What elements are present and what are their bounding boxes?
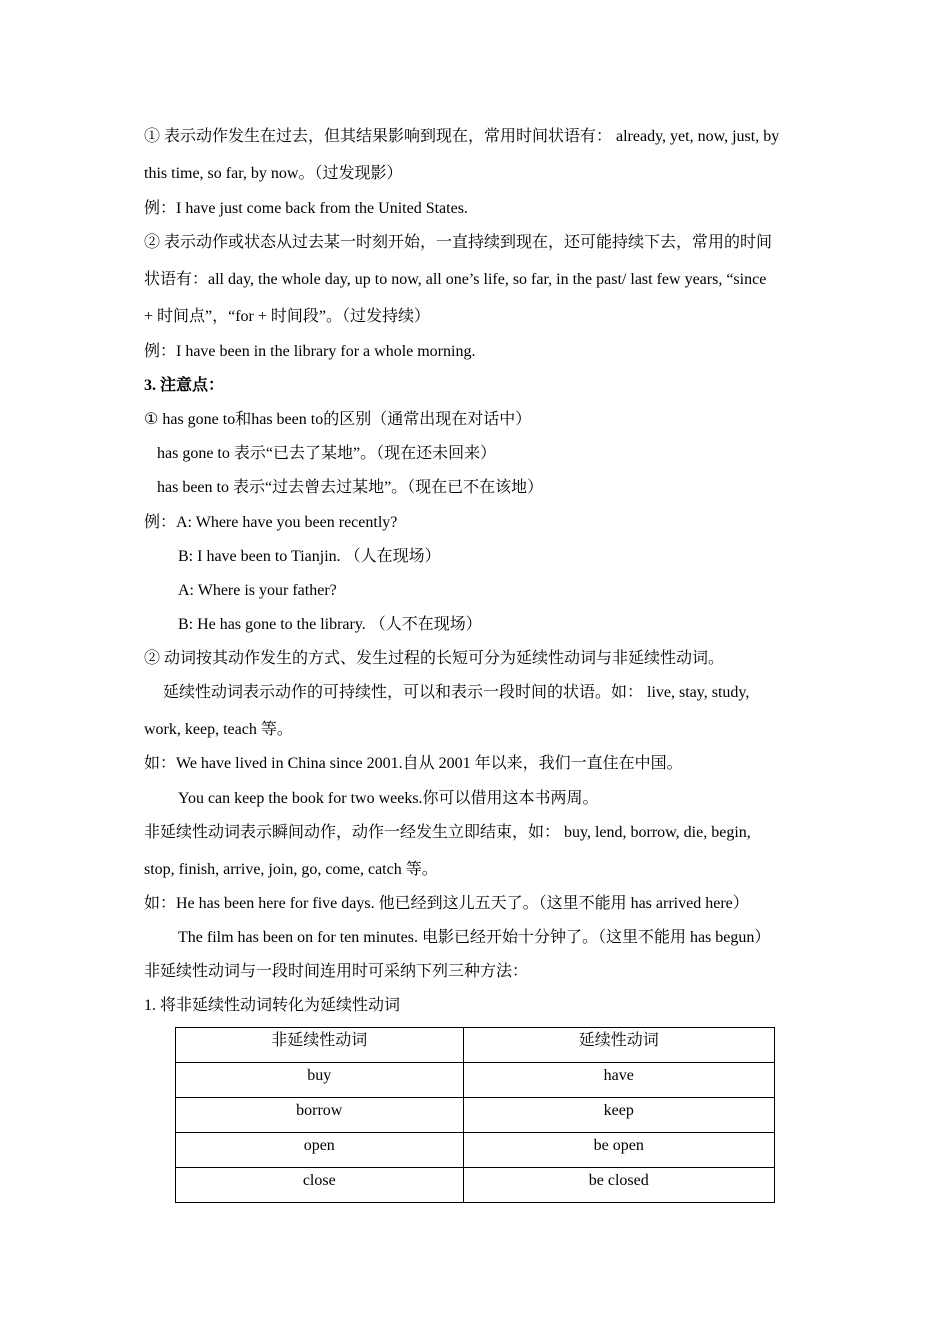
example-3: 如：We have lived in China since 2001.自从 2001 年以来，我们一直住在中国。 [144, 755, 683, 772]
method-1-title: 1. 将非延续性动词转化为延续性动词 [144, 997, 401, 1014]
noncontinuous-verbs-paragraph-cont: stop, finish, arrive, join, go, come, catch 等。 [144, 861, 438, 878]
paragraph-usage-2-cont2: + 时间点”，“for + 时间段”。（过发持续） [144, 308, 431, 325]
example-6: The film has been on for ten minutes. 电影已经开始十分钟了。（这里不能用 has begun） [178, 929, 771, 946]
paragraph-usage-2: ② 表示动作或状态从过去某一时刻开始，一直持续到现在，还可能持续下去，常用的时间 [144, 234, 773, 251]
table-cell: buy [176, 1063, 464, 1098]
continuous-verbs-paragraph: 延续性动词表示动作的可持续性，可以和表示一段时间的状语。如： live, stay, study, [163, 684, 750, 701]
example-1: 例：I have just come back from the United States. [144, 200, 468, 217]
example-5: 如：He has been here for five days. 他已经到这儿五天了。（这里不能用 has arrived here） [144, 895, 749, 912]
section-heading-notes: 3. 注意点： [144, 377, 225, 394]
table-header-noncontinuous: 非延续性动词 [176, 1028, 464, 1063]
note-1-has-gone-to: has gone to 表示“已去了某地”。（现在还未回来） [157, 445, 497, 462]
dialog-line-3: A: Where is your father? [178, 582, 337, 599]
paragraph-usage-2-cont: 状语有：all day, the whole day, up to now, all one’s life, so far, in the past/ last few years, “since [144, 271, 767, 288]
table-header-continuous: 延续性动词 [463, 1028, 774, 1063]
verb-conversion-table [175, 1027, 775, 1203]
table-cell: be open [463, 1133, 774, 1168]
table-cell: keep [463, 1098, 774, 1133]
methods-intro: 非延续性动词与一段时间连用时可采纳下列三种方法： [144, 963, 529, 980]
note-1-title: ① has gone to和has been to的区别（通常出现在对话中） [144, 411, 532, 428]
note-2-title: ② 动词按其动作发生的方式、发生过程的长短可分为延续性动词与非延续性动词。 [144, 650, 725, 667]
table-cell: have [463, 1063, 774, 1098]
table-cell: be closed [463, 1168, 774, 1203]
table-row [176, 1063, 775, 1098]
dialog-line-1: 例：A: Where have you been recently? [144, 514, 398, 531]
example-4: You can keep the book for two weeks.你可以借用这本书两周。 [178, 790, 599, 807]
note-1-has-been-to: has been to 表示“过去曾去过某地”。（现在已不在该地） [157, 479, 544, 496]
table-cell: borrow [176, 1098, 464, 1133]
table-header-row [176, 1028, 775, 1063]
table-cell: close [176, 1168, 464, 1203]
noncontinuous-verbs-paragraph: 非延续性动词表示瞬间动作，动作一经发生立即结束，如： buy, lend, borrow, die, begin, [144, 824, 751, 841]
continuous-verbs-paragraph-cont: work, keep, teach 等。 [144, 721, 293, 738]
table-row [176, 1133, 775, 1168]
table-row [176, 1098, 775, 1133]
paragraph-usage-1-cont: this time, so far, by now。（过发现影） [144, 165, 403, 182]
example-2: 例：I have been in the library for a whole morning. [144, 343, 476, 360]
table-row [176, 1168, 775, 1203]
dialog-line-2: B: I have been to Tianjin. （人在现场） [178, 548, 441, 565]
dialog-line-4: B: He has gone to the library. （人不在现场） [178, 616, 482, 633]
paragraph-usage-1: ① 表示动作发生在过去，但其结果影响到现在，常用时间状语有： already, yet, now, just, by [144, 128, 780, 145]
table-cell: open [176, 1133, 464, 1168]
